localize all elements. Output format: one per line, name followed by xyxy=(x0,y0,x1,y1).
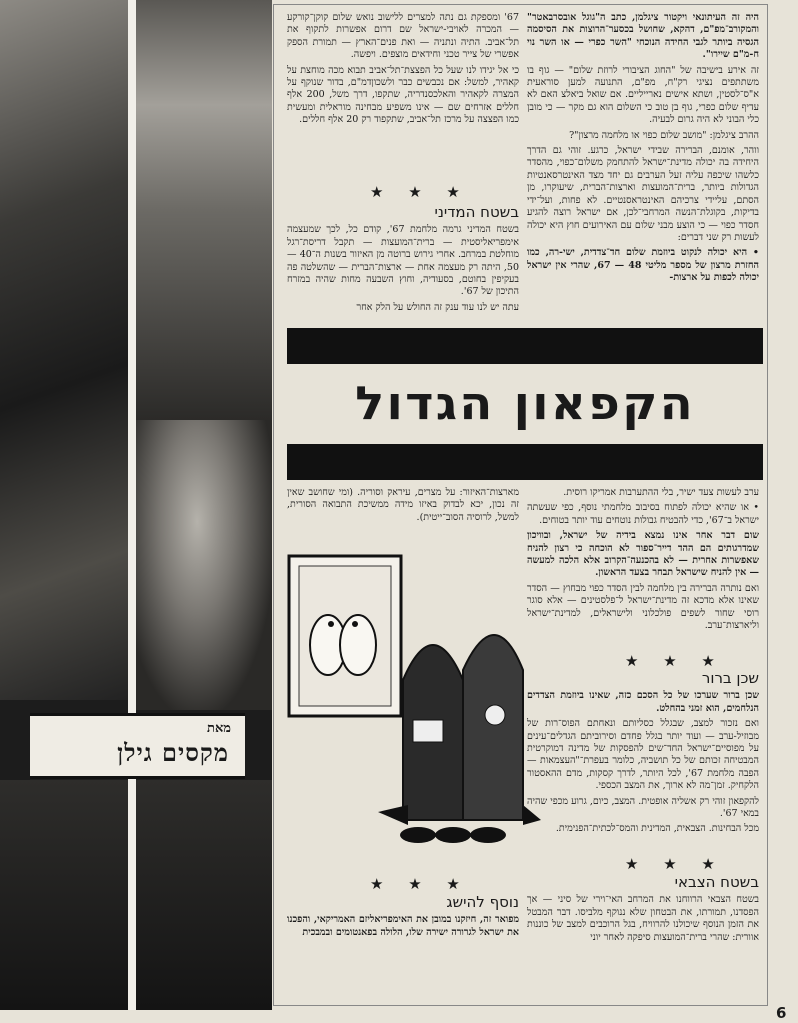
column-bottom-middle-lower xyxy=(287,896,519,996)
column-bottom-right-mid xyxy=(527,672,759,847)
title-bar-top xyxy=(287,328,763,364)
bomb-soviet xyxy=(463,635,523,820)
paragraph: ההרב ציגלמן: "מושב שלום כפוי או מלחמה מרצון"? xyxy=(569,129,759,141)
paragraph xyxy=(287,206,519,221)
paragraph: ווהר, אומנם, הברירה שבידי ישראל, כרגע. זוהי גם הדרך היחידה בה יכולה מדינת־ישראל להתחמק משלום־כפוי, מהסדר כלשהו שיכפה עליה זעל הערבים גם יחד מצד האינטרסאנטיות הגדולות ביותר, ברית־המועצות וארצות־הברית, שיעוקרו, מן הסתם, עליידי צרכיהם האינטראסנטיים. לא פחות, ועל־ידי בדיקות, בקוגלת־הנשה המרחבי־לכן, אם ישראל רוצה להגיע חסדר כפוי — כי הוצע מבני שלום עם האירועים חוץ היא יכולה לעשות רק שני דברים: xyxy=(527,145,759,243)
section-stars: ★ ★ ★ xyxy=(370,875,470,893)
headline xyxy=(287,368,763,441)
headline-text: הקפאון הגדול xyxy=(355,376,695,430)
byline-prefix: מאת xyxy=(207,721,231,736)
column-top-middle xyxy=(287,12,519,177)
byline-author: מקסים גילן xyxy=(117,738,229,767)
title-bar-bottom xyxy=(287,444,763,480)
subhead-political: בשטח המדיני xyxy=(434,206,519,221)
photo-man xyxy=(136,0,272,420)
paragraph: להקפאון זוהי רק אשליה אופטית. המצב, כיום, גרוע מכפי שהיה במאי 67'. xyxy=(527,795,759,820)
paragraph: • היא יכולה לנקוט ביוזמת שלום חד־צדדית, ישי-רה, כמו החזרת מרצון של מספר מליטי 48 — 67, שהרי אין ישראל יכולה לכפות על ארצות- xyxy=(527,247,759,284)
paragraph: בשטח הצבאי הרווחנו את המרחב האי־וירי של סיני — אך הפסדנו, תמורתו, את הבטחון שלא ננוקף מלביסו. דבר המבטל את הזמן הנוסף שיכולנו להרוויח, בגל הרוכבים למצב של כוננות אוורית: שהרי ברית־המועצות סיפקה לאחר יוני xyxy=(527,894,759,943)
paragraph: ואם נזכור למצב, שבגלל כסליותם ונאחתם הפוס־רות של מבוזיל-ערב — ועוד יותר בגלל פחדם וסירוביתם הגדלים־עינים על מפוסיים־ישראל החד־שים להפסקות של מדינה דמוקרטית המבטיחה זכותם של כל תושביה, כלומר בעפרת־"העצמאות — הפבה מלחמת 67', לכל היותר, לדרך קסקות, מדם ההאסטור הלקחיק. זמן־מה לא ארוך, את המצב הכספי. xyxy=(527,718,759,792)
byline-box xyxy=(30,713,245,779)
column-bottom-right-lower xyxy=(527,876,759,996)
subhead-clear: שכן ברור xyxy=(701,672,759,687)
column-bottom-middle-top xyxy=(287,487,519,547)
photo-divider xyxy=(128,0,136,1010)
column-bottom-right xyxy=(527,487,759,645)
photo-bottom-panel xyxy=(0,780,272,1010)
section-stars: ★ ★ ★ xyxy=(625,855,725,873)
paragraph: מפואר זה, חיזקנו במובן את האימפריאליזם האמריקאי, והפכנו את ישראל לגרורה ישירה שלו, הלולה בפאנטומים ובמבכית xyxy=(287,914,519,938)
paragraph: מכל הבחינות. הצבאית, המדינית והמס־לכתית־הפנימית. xyxy=(555,823,759,835)
paragraph: • או שהיא יכולה לפתוח בסיבוב מלחמתי נוסף, כפי שעשתה ישראל ב־67', כדי להבטיח גבולות נוטחים עוד יותר בטוחים. xyxy=(527,502,759,526)
paragraph: ערב לעשות צעד ישיר, בלי ההתערבות אמריקו רוסית. xyxy=(563,487,759,498)
paragraph xyxy=(527,672,759,687)
paragraph: זה אירע בישיבה של "החוג הציבורי לרוזת שלום" — גוף בו משתתפים נציגי רק"ח, מפ"ם, התנועה למען סוראעית א"ס־לסטין, ושתא אישים נארייליים. אם שואל ביאלצ האם לא עדיף שלום כפרי, גוף בן טוב כי השלום הוא גם מקר — כי מובן כלי הבוני לא היה גרום לבעיה. xyxy=(527,64,759,126)
column-top-right xyxy=(527,12,759,320)
page-number: 6 xyxy=(776,1004,787,1022)
paragraph: עתה יש לנו עוד ענק זה החולש על הלק אחר xyxy=(356,301,519,313)
paragraph xyxy=(287,896,519,911)
paragraph: 67' ומספקת גם נתה למצרים ללישוב נואש שלום קוקן־קורקע — המכרה לאויבי-ישראל שם דרום אפשרות לתקוף את תל־אביב. התיה ונתניה — ואת פנים־הארץ — תמורת הספק אפשרי של צייר טכני וחידאים מוצפים. ויפשה. xyxy=(287,12,519,61)
subhead-military: בשטח הצבאי xyxy=(674,876,759,891)
paragraph: בשטח המדיני גרמה מלחמת 67', קודם כל, לכך שמעצמה אימפריאליסטית — ברית־המועצות — תקבל דריסת־רגל מוחלטת במרחב. אחרי גירוש ברוטה מן האיזור בשנות ה־40 — 50, היתה רק מעצמה אחת — ארצות־הברית — שהשלטה פה בעקיפין בחוטם, בסעודיה, וחוץ השבעה מחות שהיה במזרח התיכון של 67'. xyxy=(287,224,519,298)
paragraph: מארצות־האיזור: על מצרים, עיראק וסוריה. (ומי שחושב שאין זה נכון, יכא לבדוק באיזו מידה ממשיכת התבואה הסורית, למשל, לרוסיה הסוב־ייטית). xyxy=(287,487,519,523)
photo-soldier xyxy=(0,0,128,700)
column-top-middle-lower xyxy=(287,206,519,314)
photo-crying-child xyxy=(136,420,272,710)
paragraph: שום דבר אחר אינו נמצא בידיה של ישראל, ובוויכון שמדרגותים הם ההד דייר־ספור לא הוכחה כי רצון להניח שאפשרות אחרית — לא בהכנעה־הקרוב אלא הלכה למעשה — אין להניח שישראל תבחר בצעד הראשון. xyxy=(527,530,759,579)
section-stars: ★ ★ ★ xyxy=(370,183,470,201)
paragraph: ואם נותרה הברירה בין מלחמה לבין הסדר כפוי מבחוץ — הסדר שאינו אלא מדכא זה מדינת־ישראל ל־פלסטינים — אלא סוגר רוסי שחור לשפים פולכלוני ולישראלים, למדינת־ישראל וליארצות־ערב. xyxy=(527,582,759,632)
war-photograph xyxy=(0,0,272,1010)
paragraph xyxy=(527,876,759,891)
paragraph: כי אל יגידו לנו שעל כל הפצצת־תל־אביב תבוא מכה מוחצת על קאהיר, למשל: אם נכבשים כבר ולשכוןדמ"ם, בדור שנוקף על המצרה לקאהיר והאלכסנדריה, שתקפו, דרך משל, 200 אלף חללים אזרחים שם — אינו משפיע מבחינה מוראלית ומעשית כמו הפצצה על מרכז תל־אביב, שתקפוד רק 20 אלף חללים. xyxy=(287,64,519,126)
cartoon-illustration xyxy=(283,550,543,850)
paragraph: שכן ברור שערכו של כל הסכם כזה, שאינו ביוזמת הצדדים הנלחמים, הוא זמני בהחלט. xyxy=(527,690,759,714)
section-stars: ★ ★ ★ xyxy=(625,652,725,670)
paragraph: היה זה העיתונאי ויקטור ציגלמן, כתב ה"גוגל אובסרבאטר" והמקורב־מפ"ם, דהקא, שחושל בכסער־הרוצות את הסיסמה הגסיה ביותר לגבי החידה הנוכחי "השר כפרי — או השר נוי ח-מ"ם שיירו". xyxy=(527,12,759,61)
subhead-addition: נוסף להישג xyxy=(446,896,519,911)
